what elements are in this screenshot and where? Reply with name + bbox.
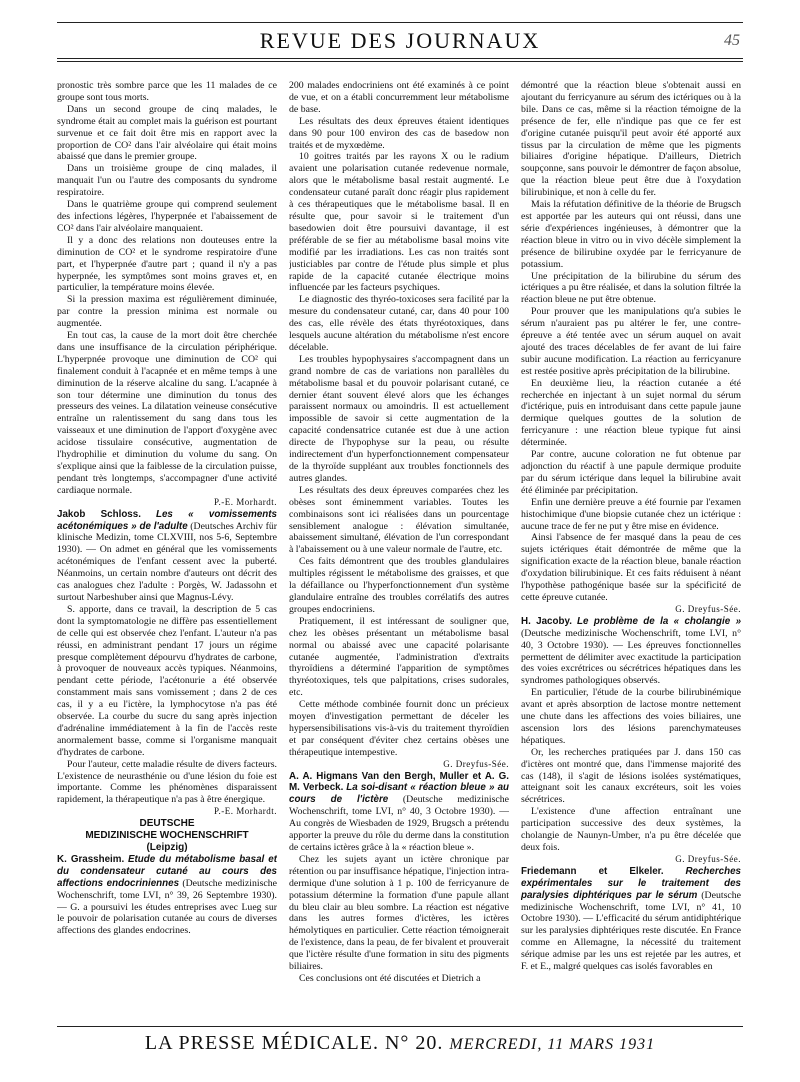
paragraph: Le diagnostic des thyréo-toxicoses sera facilité par la mesure du condensateur cutané, car, dans 40 pour 100 des cas, elle révèle des états thyréotoxiques, dans lesquels aucune altération du métabolisme n'est encore décelable. [289,294,509,353]
header-rule-bottom-2 [57,61,743,62]
page-number: 45 [724,32,740,49]
paragraph: Ces conclusions ont été discutées et Dietrich a [299,972,481,984]
journal-heading-line: MEDIZINISCHE WOCHENSCHRIFT [85,830,249,842]
paragraph: En deuxième lieu, la réaction cutanée a été recherchée en injectant à un sujet normal du sérum d'ictérique, puis en introduisant dans cette papule jaune dermique quelques gouttes de la solution de ferricyanure : une réaction bleue typique fut ainsi déterminée. [521,377,741,449]
paragraph: Les troubles hypophysaires s'accompagnent dans un grand nombre de cas de variations non parallèles du métabolisme basal et du pouvoir polarisant cutané, ce dernier étant souvent élevé alors que les échanges paraissent normaux ou amoindris. Il est actuellement impossible de savoir si cette augmentation de la capacité condensatrice cutanée est due à une action directe de l'hypophyse sur la peau, ou résulte indirectement d'un hyperfonctionnement compensateur de la thyroïde suppléant aux troubles fonctionnels des autres glandes. [289,353,509,484]
paragraph: Cette méthode combinée fournit donc un précieux moyen d'investigation permettant de déceler les hypersensibilisations vis-à-vis du traitement thyroïdien et par conséquent d'éviter chez certains obèses une thérapeutique intempestive. [289,699,509,758]
paragraph: Pratiquement, il est intéressant de souligner que, chez les obèses présentant un métabolisme basal normal ou abaissé avec une capacité polarisante cutanée augmentée, l'administration d'extraits thyroïdiens a déterminé l'apparition de symptômes thyréotoxiques, tels que palpitations, crises sudorales, etc. [289,615,509,699]
paragraph: Les résultats des deux épreuves comparées chez les obèses sont éminemment variables. Toutes les combinaisons sont ici réalisées dans un pourcentage sensiblement analogue : élévation simultanée, abaissement simultané, élévation de l'un correspondant à l'abaissement ou à une valeur normale de l'autre, etc. [289,484,509,556]
article-heading [57,854,277,937]
columns [57,80,743,1022]
article-author: H. Jacoby. [521,615,572,627]
journal-heading-line: DEUTSCHE [139,818,195,830]
article-title: Le problème de la « cholangie » [577,615,741,627]
paragraph: Dans le quatrième groupe qui comprend seulement des infections légères, l'hyperpnée et l'abaissement de CO² dans l'air alvéolaire manquaient. [57,199,277,234]
paragraph: 200 malades endocriniens ont été examinés à ce point de vue, et on a établi concurremment leur métabolisme de base. [289,80,509,115]
footer-issue-number: N° 20. [384,1032,444,1054]
page-footer [0,1032,800,1055]
paragraph: Chez les sujets ayant un ictère chronique par rétention ou par insuffisance hépatique, l'injection intra-dermique d'une solution à 1 p. 100 de ferricyanure de potassium détermine la formation d'une papule allant du bleu clair au bleu sombre. La réaction est négative dans les autres formes d'ictères, les ictères hémolytiques en particulier. Cette réaction témoignerait de l'existence, dans la peau, de fer bivalent et prouverait que l'ictère résulte d'une formation in situ des pigments biliaires. [289,853,509,973]
signature: G. Dreyfus-Sée. [675,603,741,614]
article-reference: (Deutsche medizinische Wochenschrift, tome LVI, n° 40, 3 Octobre 1930). — Au congrès de Wiesbaden de 1929, Brugsch a prétendu apporter la preuve du rôle du derme dans la constitution de certains ictères grâce à la « réaction bleue ». [289,794,509,853]
column-2 [289,80,509,1022]
paragraph: Les résultats des deux épreuves étaient identiques dans 90 pour 100 environ des cas de basedow non traités et de myxœdème. [289,115,509,151]
signature: G. Dreyfus-Sée. [675,853,741,864]
article-title: Les « vomissements acétonémiques » de l'adulte [57,508,277,532]
article-author: Friedemann et Elkeler. [521,865,664,877]
paragraph: Si la pression maxima est régulièrement diminuée, par contre la pression minima est normale ou augmentée. [57,294,277,330]
footer-rule [57,1026,743,1027]
paragraph: Par contre, aucune coloration ne fut obtenue par adjonction du réactif à une papule dermique produite par du sérum ictérique dans lequel la bilirubine avait été éliminée par précipitation. [521,449,741,496]
paragraph: Il y a donc des relations non douteuses entre la diminution de CO² et le syndrome respiratoire d'une part, et l'hyperpnée d'autre part ; quand il n'y a pas hyperpnée, les symptômes sont moins graves et, en particulier, la température moins élevée. [57,234,277,294]
paragraph: Ainsi l'absence de fer masqué dans la peau de ces sujets ictériques était démontrée de même que la signification exacte de la réaction bleue, banale réaction d'oxydation bilirubinique. Et ces faits réduisent à néant l'hypothèse pathogénique basée sur la spécificité de cette épreuve cutanée. [521,532,741,603]
footer-journal: LA PRESSE MÉDICALE. [144,1032,379,1054]
paragraph: 10 goitres traités par les rayons X ou le radium avaient une polarisation cutanée redevenue normale, alors que le métabolisme basal restait augmenté. Le condensateur cutané paraît donc réagir plus rapidement à ces thérapeutiques que le métabolisme basal. Il en résulte que, pour savoir si le traitement d'un basedowien doit être poursuivi davantage, il est préférable de se fier au métabolisme basal moins vite modifié par les irradiations. Les cas non traités sont justiciables par contre de l'étude plus simple et plus rapide de la capacité cutanée électrique moins influencée par les facteurs psychiques. [289,151,509,294]
paragraph: Mais la réfutation définitive de la théorie de Brugsch est apportée par les auteurs qui ont réussi, dans une série d'expériences ingénieuses, à démontrer que la réaction bleue in vitro ou in vivo décèle simplement la présence de bilirubine oxydée par le ferricyanure de potassium. [521,199,741,270]
article-heading [289,771,509,854]
article-title: Recherches expérimentales sur le traitement des paralysies diphtériques par le sérum [521,865,741,901]
paragraph: Ces faits démontrent que des troubles glandulaires multiples régissent le métabolisme des graisses, et que la défaillance ou l'hyperfonctionnement d'un système glandulaire entraîne des troubles corrélatifs des autres groupes endocriniens. [289,556,509,615]
column-1 [57,80,277,1022]
paragraph: démontré que la réaction bleue s'obtenait aussi en ajoutant du ferricyanure au sérum des ictériques ou à la bile. Dans ce cas, même si la réaction témoigne de la présence de fer, elle n'indique pas que ce fer est d'origine cutanée puisqu'il peut avoir été apporté aux tissus par la circulation de même que les pigments biliaires d'origine hépatique. D'ailleurs, Dietrich soupçonne, sans pouvoir le démontrer de façon absolue, que la réaction bleue peut être due à l'oxydation bilirubinique, et non à celle du fer. [521,80,741,199]
article-reference: (Deutsche medizinische Wochenschrift, tome LVI, n° 39, 26 Septembre 1930). — G. a poursuivi les études entreprises avec Lueg sur le pouvoir de polarisation cutanée au cours de diverses affections des glandes endocrines. [57,877,277,937]
signature: P.-E. Morhardt. [214,496,277,507]
article-heading [521,616,741,687]
article-reference: (Deutsche medizinische Wochenschrift, tome LVI, n° 41, 10 Octobre 1930). — L'efficacité du sérum antidiphtérique sur les paralysies diphtériques reste discutée. En France comme en Allemagne, la nécessité du traitement sérique admise par les uns est rejetée par les autres, et F. et E., malgré quelques cas isolés favorables en [521,889,741,973]
article-title: La soi-disant « réaction bleue » au cours de l'ictère [289,782,509,806]
column-3 [521,80,741,1022]
signature: G. Dreyfus-Sée. [443,758,509,769]
article-heading [57,509,277,604]
article-author: A. A. Higmans Van den Bergh, Muller et A. G. M. Verbeck. [289,770,509,794]
article-author: K. Grassheim. [57,853,125,865]
article-reference: (Deutsche medizinische Wochenschrift, tome LVI, n° 40, 3 Octobre 1930). — Les épreuves fonctionnelles permettent de délimiter avec exactitude la participation des voies excrétrices ou sécrétrices hépatiques dans les syndromes pathologiques observés. [521,627,741,687]
article-title: Etude du métabolisme basal et du condensateur cutané au cours des affections endocriniennes [57,853,277,889]
paragraph: Enfin une dernière preuve a été fournie par l'examen histochimique d'une biopsie cutanée chez un ictérique : aucune trace de fer ne put y être mise en évidence. [521,496,741,532]
paragraph: Pour l'auteur, cette maladie résulte de divers facteurs. L'existence de neurasthénie ou d'une lésion du foie est importante. Comme les phénomènes disparaissent rapidement, la thérapeutique n'a pas à être énergique. [57,758,277,806]
article-reference: (Deutsches Archiv für klinische Medizin, tome CLXVIII, nos 5-6, Septembre 1930). — On admet en général que les vomissements acétonémiques de l'enfant cessent avec la puberté. Néanmoins, un certain nombre d'auteurs ont décrit des cas analogues chez l'adulte : Porgès, W. Jadassohn et surtout Narbeshuber ainsi que Magnus-Lévy. [57,520,277,603]
paragraph: En particulier, l'étude de la courbe bilirubinémique avant et après absorption de lactose montre nettement une chute dans les affections des voies biliaires, une ascension lors des lésions parenchymateuses hépatiques. [521,687,741,746]
running-head: REVUE DES JOURNAUX [259,28,541,53]
paragraph: En tout cas, la cause de la mort doit être cherchée dans une insuffisance de la circulation périphérique. L'hyperpnée provoque une diminution de CO² qui finalement conduit à l'acapnée et en même temps à une diminution de la réserve alcaline du sang. L'acapnée à son tour détermine une diminution du tonus des presseurs des veines. La dilatation veineuse consécutive entraîne un ralentissement du sang dans tous les vaisseaux et une diminution de l'apport d'oxygène avec acidose tissulaire consécutive, augmentation de l'hydrophilie et diminution du volume du sang. On s'explique ainsi que la faiblesse de la circulation puisse, pendant très longtemps, s'accompagner d'une activité cardiaque normale. [57,330,277,496]
journal-heading [57,818,277,854]
signature: P.-E. Morhardt. [214,806,277,817]
paragraph: pronostic très sombre parce que les 11 malades de ce groupe sont tous morts. [57,80,277,103]
paragraph: Une précipitation de la bilirubine du sérum des ictériques a pu être réalisée, et dans la solution filtrée la réaction bleue ne put être obtenue. [521,270,741,306]
article-author: Jakob Schloss. [57,508,141,520]
paragraph: S. apporte, dans ce travail, la description de 5 cas dont la symptomatologie ne diffère pas essentiellement de celle qui est observée chez l'enfant. L'auteur n'a pas réussi, en administrant pendant 17 jours un régime presque complètement dépourvu d'hydrates de carbone, à provoquer de nouveaux accès typiques. Néanmoins, pendant cette période, l'acétonurie a été observée constamment mais sans vomissement ; dans 2 de ces cas, il y a eu l'ictère, la lymphocytose n'a pas été observée. La courbe du sucre du sang après injection d'adrénaline immédiatement à la fin de l'accès reste anormalement basse, comme si l'organisme manquait d'hydrates de carbone. [57,603,277,758]
paragraph: L'existence d'une affection entraînant une participation successive des deux systèmes, la cholangie de Naunyn-Umber, n'a pu être décelée que deux fois. [521,806,741,853]
header-rule-top [57,22,743,23]
paragraph: Pour prouver que les manipulations qu'a subies le sérum n'auraient pas pu altérer le fer, une contre-épreuve a été tentée avec un sérum auquel on avait ajouté des traces décelables de fer avant de lui faire subir aucune modification. La réaction au ferricyanure est restée positive après précipitation de la bilirubine. [521,306,741,377]
paragraph: Dans un troisième groupe de cinq malades, il manquait l'un ou l'autre des composants du syndrome respiratoire. [57,163,277,199]
paragraph: Or, les recherches pratiquées par J. dans 150 cas d'ictères ont montré que, dans l'immense majorité des cas (148), il s'agit de lésions isolées systématiques, atteignant soit les canaux excréteurs, soit les voies sécrétrices. [521,746,741,806]
article-heading [521,866,741,973]
journal-heading-city: (Leipzig) [146,842,188,853]
paragraph: Dans un second groupe de cinq malades, le syndrome était au complet mais la guérison est pourtant survenue et ce fait doit être mis en rapport avec la proportion de CO² dans l'air alvéolaire qui était moins abaissé que dans le premier groupe. [57,103,277,163]
header-rule-bottom [57,58,743,59]
footer-date: MERCREDI, 11 MARS 1931 [449,1036,656,1053]
